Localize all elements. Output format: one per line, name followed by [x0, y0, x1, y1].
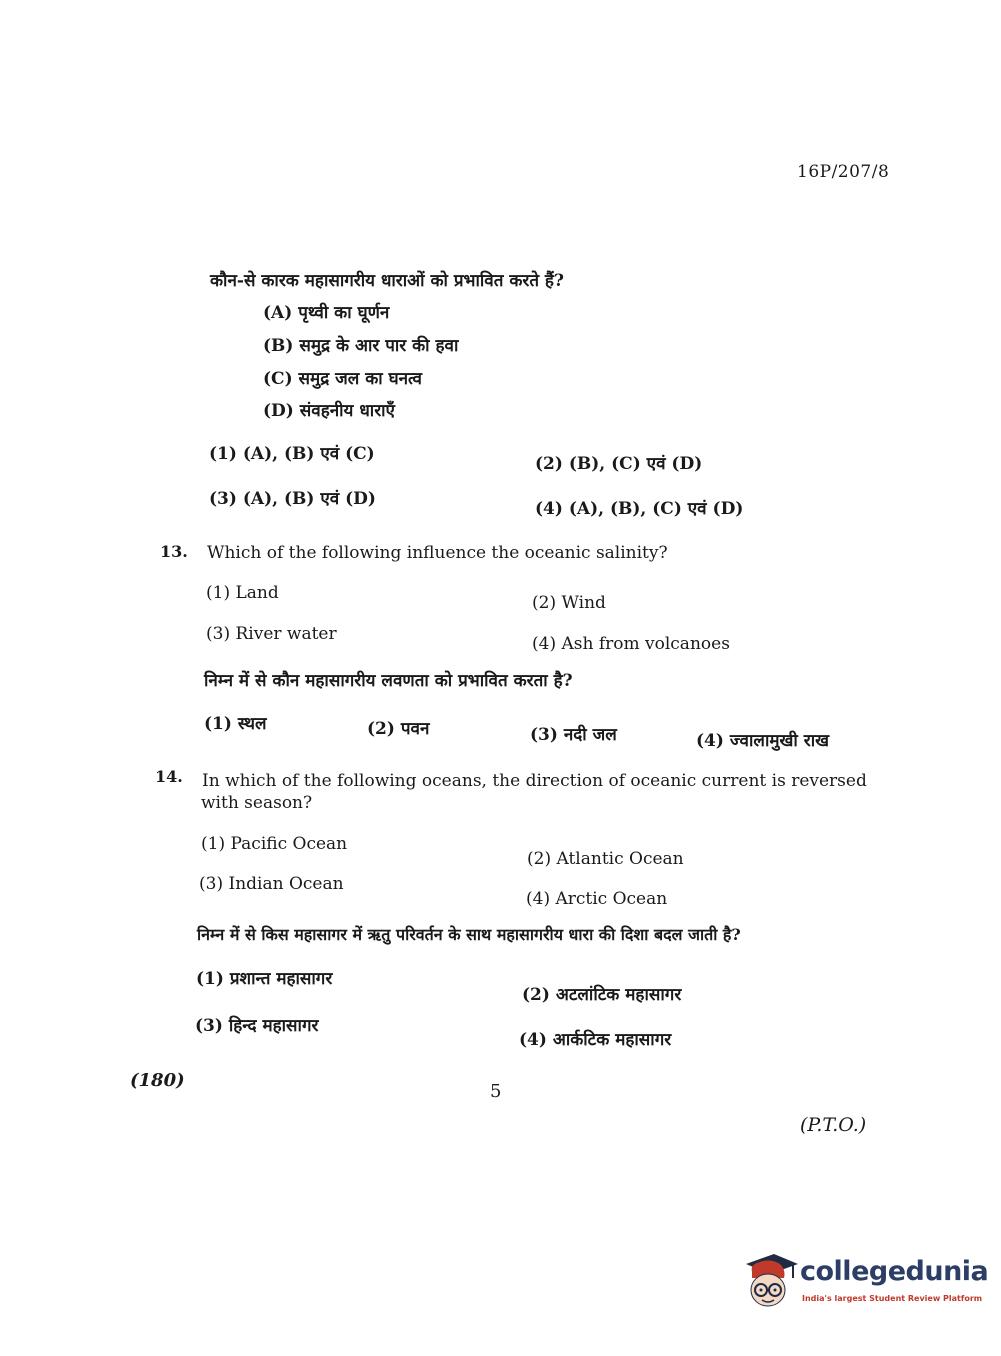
- q13-question-en: Which of the following influence the oceanic salinity?: [207, 543, 668, 563]
- q13-option-hi-3: (3) नदी जल: [530, 725, 617, 745]
- pto-label: (P.T.O.): [800, 1114, 867, 1136]
- q12-option-4: (4) (A), (B), (C) एवं (D): [535, 499, 744, 519]
- q14-option-en-4: (4) Arctic Ocean: [526, 889, 668, 909]
- q14-option-hi-4: (4) आर्कटिक महासागर: [519, 1030, 672, 1050]
- q14-option-hi-3: (3) हिन्द महासागर: [195, 1016, 319, 1036]
- paper-code: 16P/207/8: [797, 162, 890, 182]
- q14-option-hi-1: (1) प्रशान्त महासागर: [196, 969, 333, 989]
- q13-option-en-1: (1) Land: [206, 583, 279, 603]
- q13-number: 13.: [160, 542, 188, 561]
- q12-hindi-question: कौन-से कारक महासागरीय धाराओं को प्रभावित करते हैं?: [210, 271, 564, 291]
- q12-option-2: (2) (B), (C) एवं (D): [535, 454, 703, 474]
- q12-statement-c: (C) समुद्र जल का घनत्व: [263, 369, 423, 389]
- q14-number: 14.: [155, 767, 183, 786]
- q13-option-hi-4: (4) ज्वालामुखी राख: [696, 731, 829, 751]
- q12-statement-d: (D) संवहनीय धाराएँ: [263, 401, 395, 421]
- q14-option-en-1: (1) Pacific Ocean: [201, 834, 348, 854]
- q12-option-3: (3) (A), (B) एवं (D): [209, 489, 376, 509]
- q14-question-en-line2: with season?: [201, 793, 313, 813]
- q13-option-hi-1: (1) स्थल: [204, 714, 267, 734]
- q12-statement-b: (B) समुद्र के आर पार की हवा: [263, 336, 459, 356]
- q13-option-en-4: (4) Ash from volcanoes: [532, 634, 730, 654]
- q14-option-en-3: (3) Indian Ocean: [199, 874, 344, 894]
- page-number: 5: [490, 1081, 502, 1102]
- q13-option-en-2: (2) Wind: [532, 593, 606, 613]
- footer-code: (180): [130, 1070, 185, 1091]
- collegedunia-logo: [740, 1250, 989, 1312]
- q13-question-hi: निम्न में से कौन महासागरीय लवणता को प्रभावित करता है?: [204, 671, 573, 691]
- q13-option-hi-2: (2) पवन: [367, 719, 430, 739]
- logo-brand-text: collegedunia: [800, 1256, 989, 1287]
- q14-option-hi-2: (2) अटलांटिक महासागर: [522, 985, 682, 1005]
- q14-question-en-line1: In which of the following oceans, the direction of oceanic current is reversed: [202, 771, 867, 791]
- logo-tagline: India's largest Student Review Platform: [802, 1294, 983, 1303]
- q13-option-en-3: (3) River water: [206, 624, 337, 644]
- q12-statement-a: (A) पृथ्वी का घूर्णन: [263, 303, 390, 323]
- q12-option-1: (1) (A), (B) एवं (C): [209, 444, 375, 464]
- mascot-icon: [740, 1250, 800, 1312]
- q14-question-hi: निम्न में से किस महासागर में ऋतु परिवर्तन के साथ महासागरीय धारा की दिशा बदल जाती है?: [197, 925, 741, 944]
- q14-option-en-2: (2) Atlantic Ocean: [527, 849, 684, 869]
